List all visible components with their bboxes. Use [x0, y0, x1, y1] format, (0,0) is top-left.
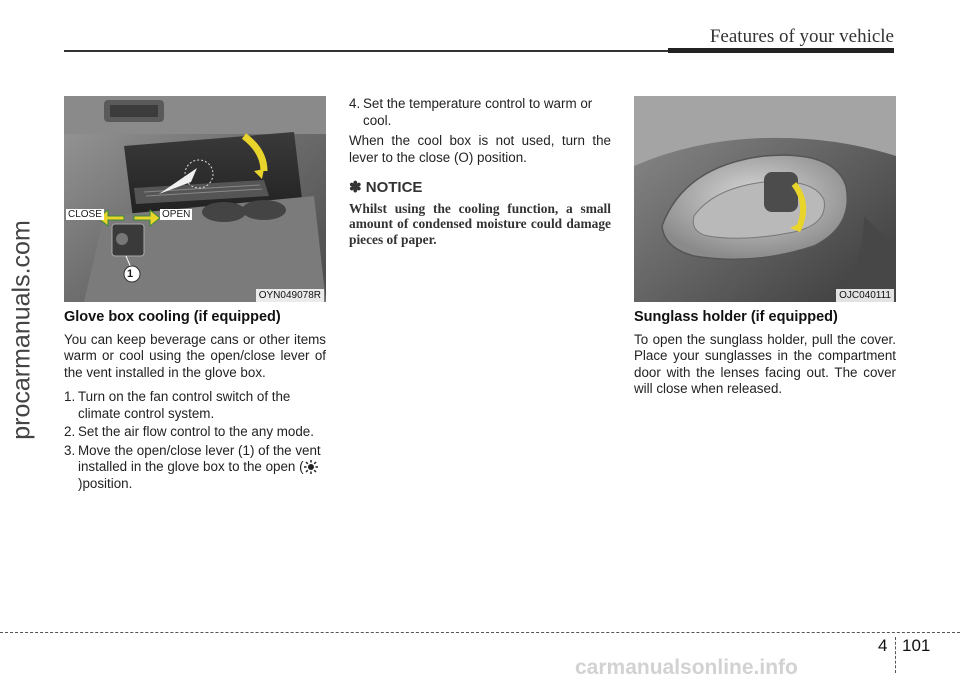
column-middle	[349, 96, 611, 247]
column-left	[64, 309, 326, 494]
column-right	[634, 309, 896, 406]
callout-number: 1	[127, 268, 134, 280]
section-body: To open the sunglass holder, pull the cover. Place your sunglasses in the compartment door with the lenses facing out. The cover will close when released.	[634, 331, 896, 396]
footer-rule	[0, 632, 960, 633]
section-intro: You can keep beverage cans or other items warm or cool using the open/close lever of the vent installed in the glove box.	[64, 331, 326, 380]
step-list	[64, 389, 326, 492]
list-item: 2. Set the air flow control to the any mode.	[64, 424, 314, 439]
figure-code: OYN049078R	[256, 289, 324, 302]
footer-divider	[895, 637, 896, 673]
figure-code: OJC040111	[836, 289, 894, 302]
notice-body: Whilst using the cooling function, a small amount of condensed moisture could damage pieces of paper.	[349, 200, 611, 247]
label-close: CLOSE	[68, 209, 102, 220]
glovebox-figure	[64, 96, 326, 302]
notice-heading: ✽ NOTICE	[349, 179, 423, 196]
sunglass-illustration	[634, 96, 896, 302]
page-number: 101	[902, 636, 931, 655]
sunglass-figure	[634, 96, 896, 302]
section-number: 4	[878, 636, 888, 655]
list-item: 3. Move the open/close lever (1) of the vent installed in the glove box to the open ()position.	[64, 442, 321, 491]
section-heading: Sunglass holder (if equipped)	[634, 309, 838, 325]
footer-watermark: carmanualsonline.info	[575, 656, 798, 679]
list-item: 1. Turn on the fan control switch of the climate control system.	[64, 389, 291, 421]
header-rule-accent	[668, 48, 894, 53]
closing-text: When the cool box is not used, turn the lever to the close (O) position.	[349, 133, 611, 165]
label-open: OPEN	[162, 209, 191, 220]
list-item: 4. Set the temperature control to warm or cool.	[349, 96, 593, 128]
section-heading: Glove box cooling (if equipped)	[64, 309, 281, 325]
step-list-continued	[349, 96, 611, 129]
glovebox-illustration	[64, 96, 326, 302]
sun-icon	[304, 460, 318, 474]
header-title: Features of your vehicle	[709, 26, 894, 47]
side-watermark: procarmanuals.com	[7, 220, 36, 440]
